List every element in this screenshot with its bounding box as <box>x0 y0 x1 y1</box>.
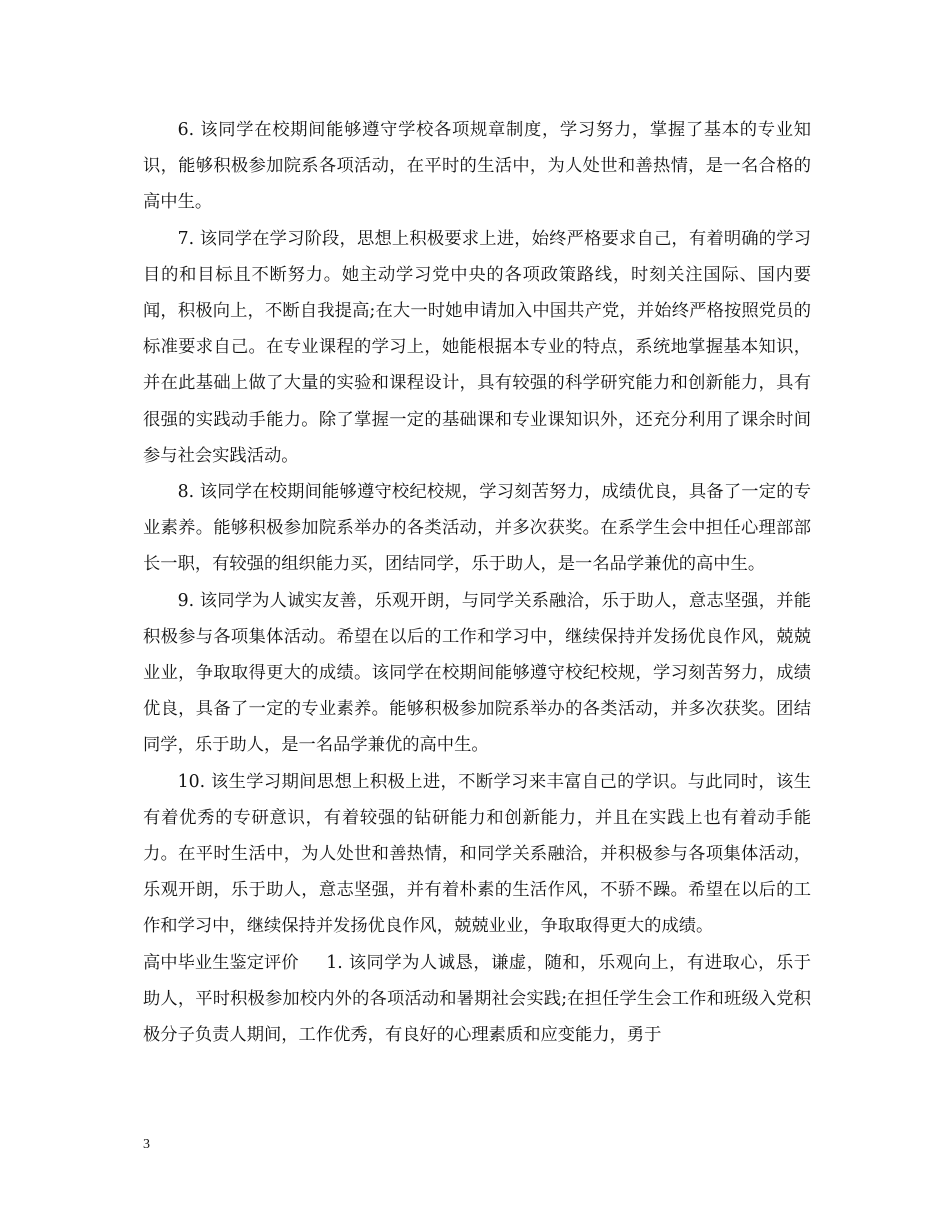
paragraph-6: 6. 该同学在校期间能够遵守学校各项规章制度，学习努力，掌握了基本的专业知识，能够积极参加院系各项活动，在平时的生活中，为人处世和善热情，是一名合格的高中生。 <box>143 120 811 213</box>
section-heading: 高中毕业生鉴定评价 <box>143 952 299 973</box>
section-text: 1. 该同学为人诚恳，谦虚，随和，乐观向上，有进取心，乐于助人，平时积极参加校内外的各项活动和暑期社会实践;在担任学生会工作和班级入党积极分子负责人期间，工作优秀，有良好的心理素质和应变能力，勇于 <box>143 952 811 1046</box>
page-number: 3 <box>143 1137 150 1152</box>
paragraph-10: 10. 该生学习期间思想上积极上进，不断学习来丰富自己的学识。与此同时，该生有着优秀的专研意识，有着较强的钻研能力和创新能力，并且在实践上也有着动手能力。在平时生活中，为人处世和善热情，和同学关系融洽，并积极参与各项集体活动，乐观开朗，乐于助人，意志坚强，并有着朴素的生活作风，不骄不躁。希望在以后的工作和学习中，继续保持并发扬优良作风，兢兢业业，争取取得更大的成绩。 <box>143 771 811 937</box>
document-body <box>143 112 811 1053</box>
paragraph-9: 9. 该同学为人诚实友善，乐观开朗，与同学关系融洽，乐于助人，意志坚强，并能积极参与各项集体活动。希望在以后的工作和学习中，继续保持并发扬优良作风，兢兢业业，争取取得更大的成绩。该同学在校期间能够遵守校纪校规，学习刻苦努力，成绩优良，具备了一定的专业素养。能够积极参加院系举办的各类活动，并多次获奖。团结同学，乐于助人，是一名品学兼优的高中生。 <box>143 590 811 756</box>
paragraph-7: 7. 该同学在学习阶段，思想上积极要求上进，始终严格要求自己，有着明确的学习目的和目标且不断努力。她主动学习党中央的各项政策路线，时刻关注国际、国内要闻，积极向上，不断自我提高;在大一时她申请加入中国共产党，并始终严格按照党员的标准要求自己。在专业课程的学习上，她能根据本专业的特点，系统地掌握基本知识，并在此基础上做了大量的实验和课程设计，具有较强的科学研究能力和创新能力，具有很强的实践动手能力。除了掌握一定的基础课和专业课知识外，还充分利用了课余时间参与社会实践活动。 <box>143 228 811 466</box>
paragraph-8: 8. 该同学在校期间能够遵守校纪校规，学习刻苦努力，成绩优良，具备了一定的专业素养。能够积极参加院系举办的各类活动，并多次获奖。在系学生会中担任心理部部长一职，有较强的组织能力买，团结同学，乐于助人，是一名品学兼优的高中生。 <box>143 482 811 575</box>
section-paragraph <box>143 945 811 1054</box>
